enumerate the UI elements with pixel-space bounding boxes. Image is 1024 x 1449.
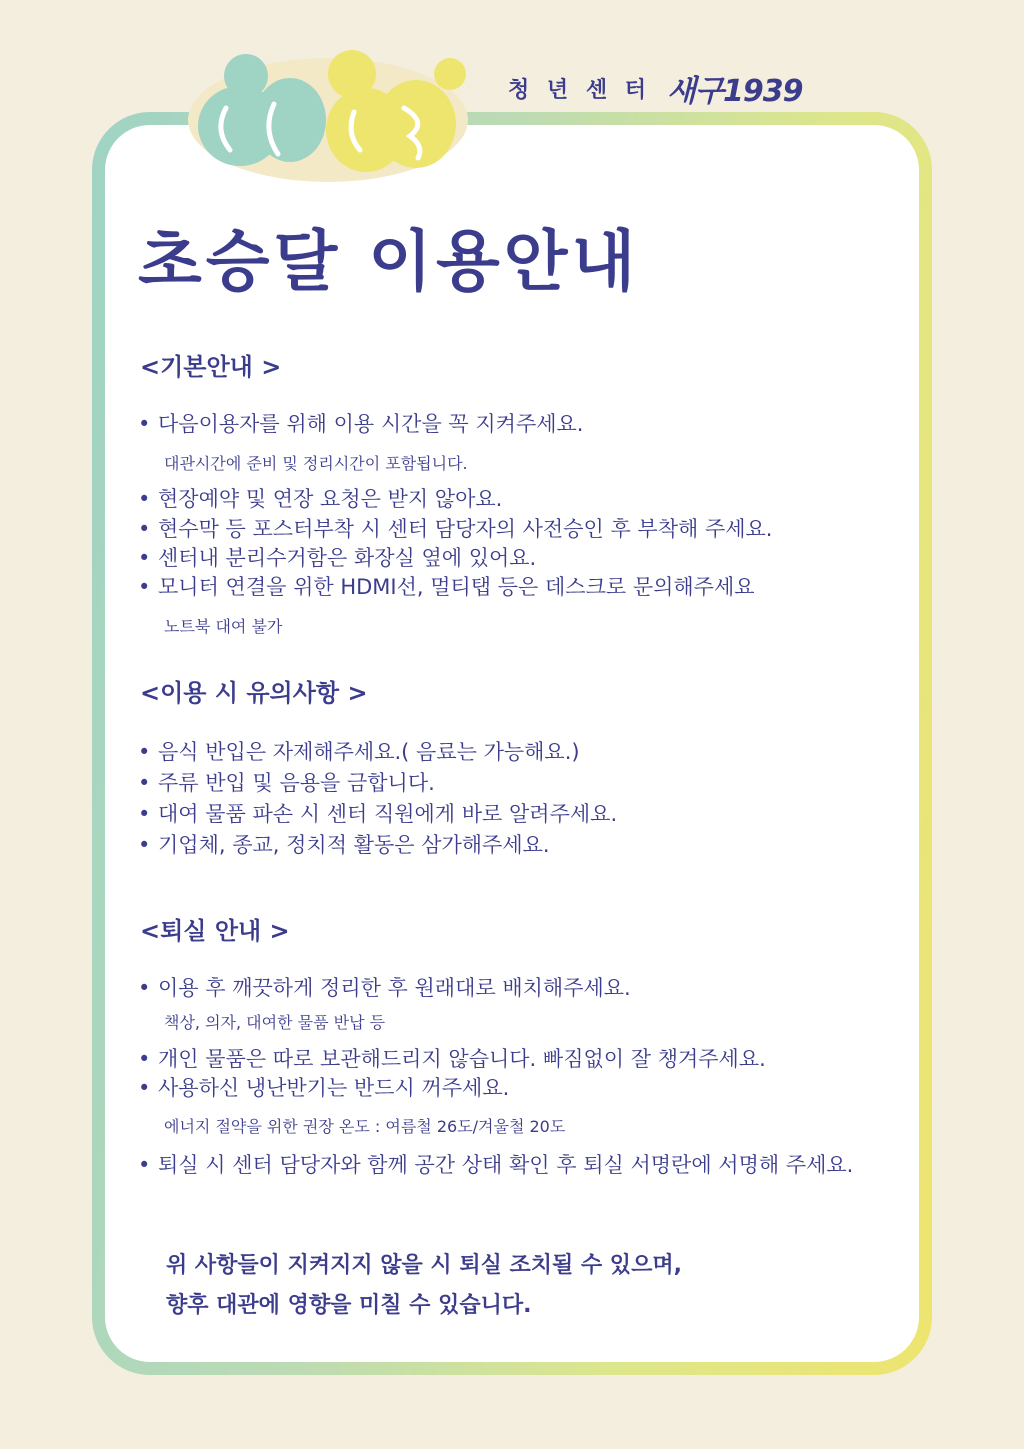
list-item-text: 개인 물품은 따로 보관해드리지 않습니다. 빠짐없이 잘 챙겨주세요. [158, 1047, 766, 1071]
warning-line-2: 향후 대관에 영향을 미칠 수 있습니다. [166, 1293, 532, 1318]
list-item-text: 센터내 분리수거함은 화장실 옆에 있어요. [158, 546, 537, 570]
list-item [138, 571, 755, 601]
bullet-dot: • [138, 487, 151, 511]
bullet-dot: • [138, 546, 151, 570]
list-item [138, 829, 550, 859]
note-text: 노트북 대여 불가 [164, 617, 283, 636]
section-heading-caution: <이용 시 유의사항 > [140, 679, 368, 707]
bullet-dot: • [138, 517, 151, 541]
list-item [138, 1043, 766, 1073]
list-item [138, 542, 536, 572]
note-text: 책상, 의자, 대여한 물품 반납 등 [164, 1013, 386, 1032]
center-logo: 새구1939 [667, 74, 803, 109]
list-item-text: 퇴실 시 센터 담당자와 함께 공간 상태 확인 후 퇴실 서명란에 서명해 주세요. [158, 1153, 854, 1177]
list-item [138, 736, 580, 766]
list-item [138, 408, 583, 438]
list-item-text: 주류 반입 및 음용을 금합니다. [158, 771, 435, 795]
note-text: 대관시간에 준비 및 정리시간이 포함됩니다. [164, 454, 468, 473]
bullet-dot: • [138, 575, 151, 599]
list-item-text: 모니터 연결을 위한 HDMI선, 멀티탭 등은 데스크로 문의해주세요 [158, 575, 755, 599]
list-item [138, 972, 631, 1002]
bubble-logo-icon [178, 38, 478, 188]
bullet-dot: • [138, 833, 151, 857]
section-heading-checkout: <퇴실 안내 > [140, 917, 290, 945]
list-item [138, 483, 502, 513]
bullet-dot: • [138, 976, 151, 1000]
list-item-text: 사용하신 냉난반기는 반드시 꺼주세요. [158, 1076, 510, 1100]
list-item-text: 대여 물품 파손 시 센터 직원에게 바로 알려주세요. [158, 802, 618, 826]
list-item-text: 다음이용자를 위해 이용 시간을 꼭 지켜주세요. [158, 412, 584, 436]
bullet-dot: • [138, 740, 151, 764]
list-item-text: 이용 후 깨끗하게 정리한 후 원래대로 배치해주세요. [158, 976, 631, 1000]
list-item-text: 기업체, 종교, 정치적 활동은 삼가해주세요. [158, 833, 550, 857]
warning-line-1: 위 사항들이 지켜지지 않을 시 퇴실 조치될 수 있으며, [166, 1253, 682, 1278]
list-item-text: 현수막 등 포스터부착 시 센터 담당자의 사전승인 후 부착해 주세요. [158, 517, 773, 541]
list-item [138, 798, 617, 828]
center-label: 청 년 센 터 [508, 77, 651, 103]
bullet-dot: • [138, 412, 151, 436]
page-title: 초승달 이용안내 [138, 223, 640, 300]
list-item [138, 767, 435, 797]
note-text: 에너지 절약을 위한 권장 온도 : 여름철 26도/겨울철 20도 [164, 1117, 566, 1136]
list-item-text: 음식 반입은 자제해주세요.( 음료는 가능해요.) [158, 740, 580, 764]
bullet-dot: • [138, 771, 151, 795]
bullet-dot: • [138, 1047, 151, 1071]
center-brand [508, 66, 802, 110]
bullet-dot: • [138, 1076, 151, 1100]
section-heading-basic: <기본안내 > [140, 353, 282, 381]
bullet-dot: • [138, 802, 151, 826]
list-item-text: 현장예약 및 연장 요청은 받지 않아요. [158, 487, 503, 511]
list-item [138, 1072, 509, 1102]
list-item [138, 513, 772, 543]
bullet-dot: • [138, 1153, 151, 1177]
list-item [138, 1149, 853, 1179]
